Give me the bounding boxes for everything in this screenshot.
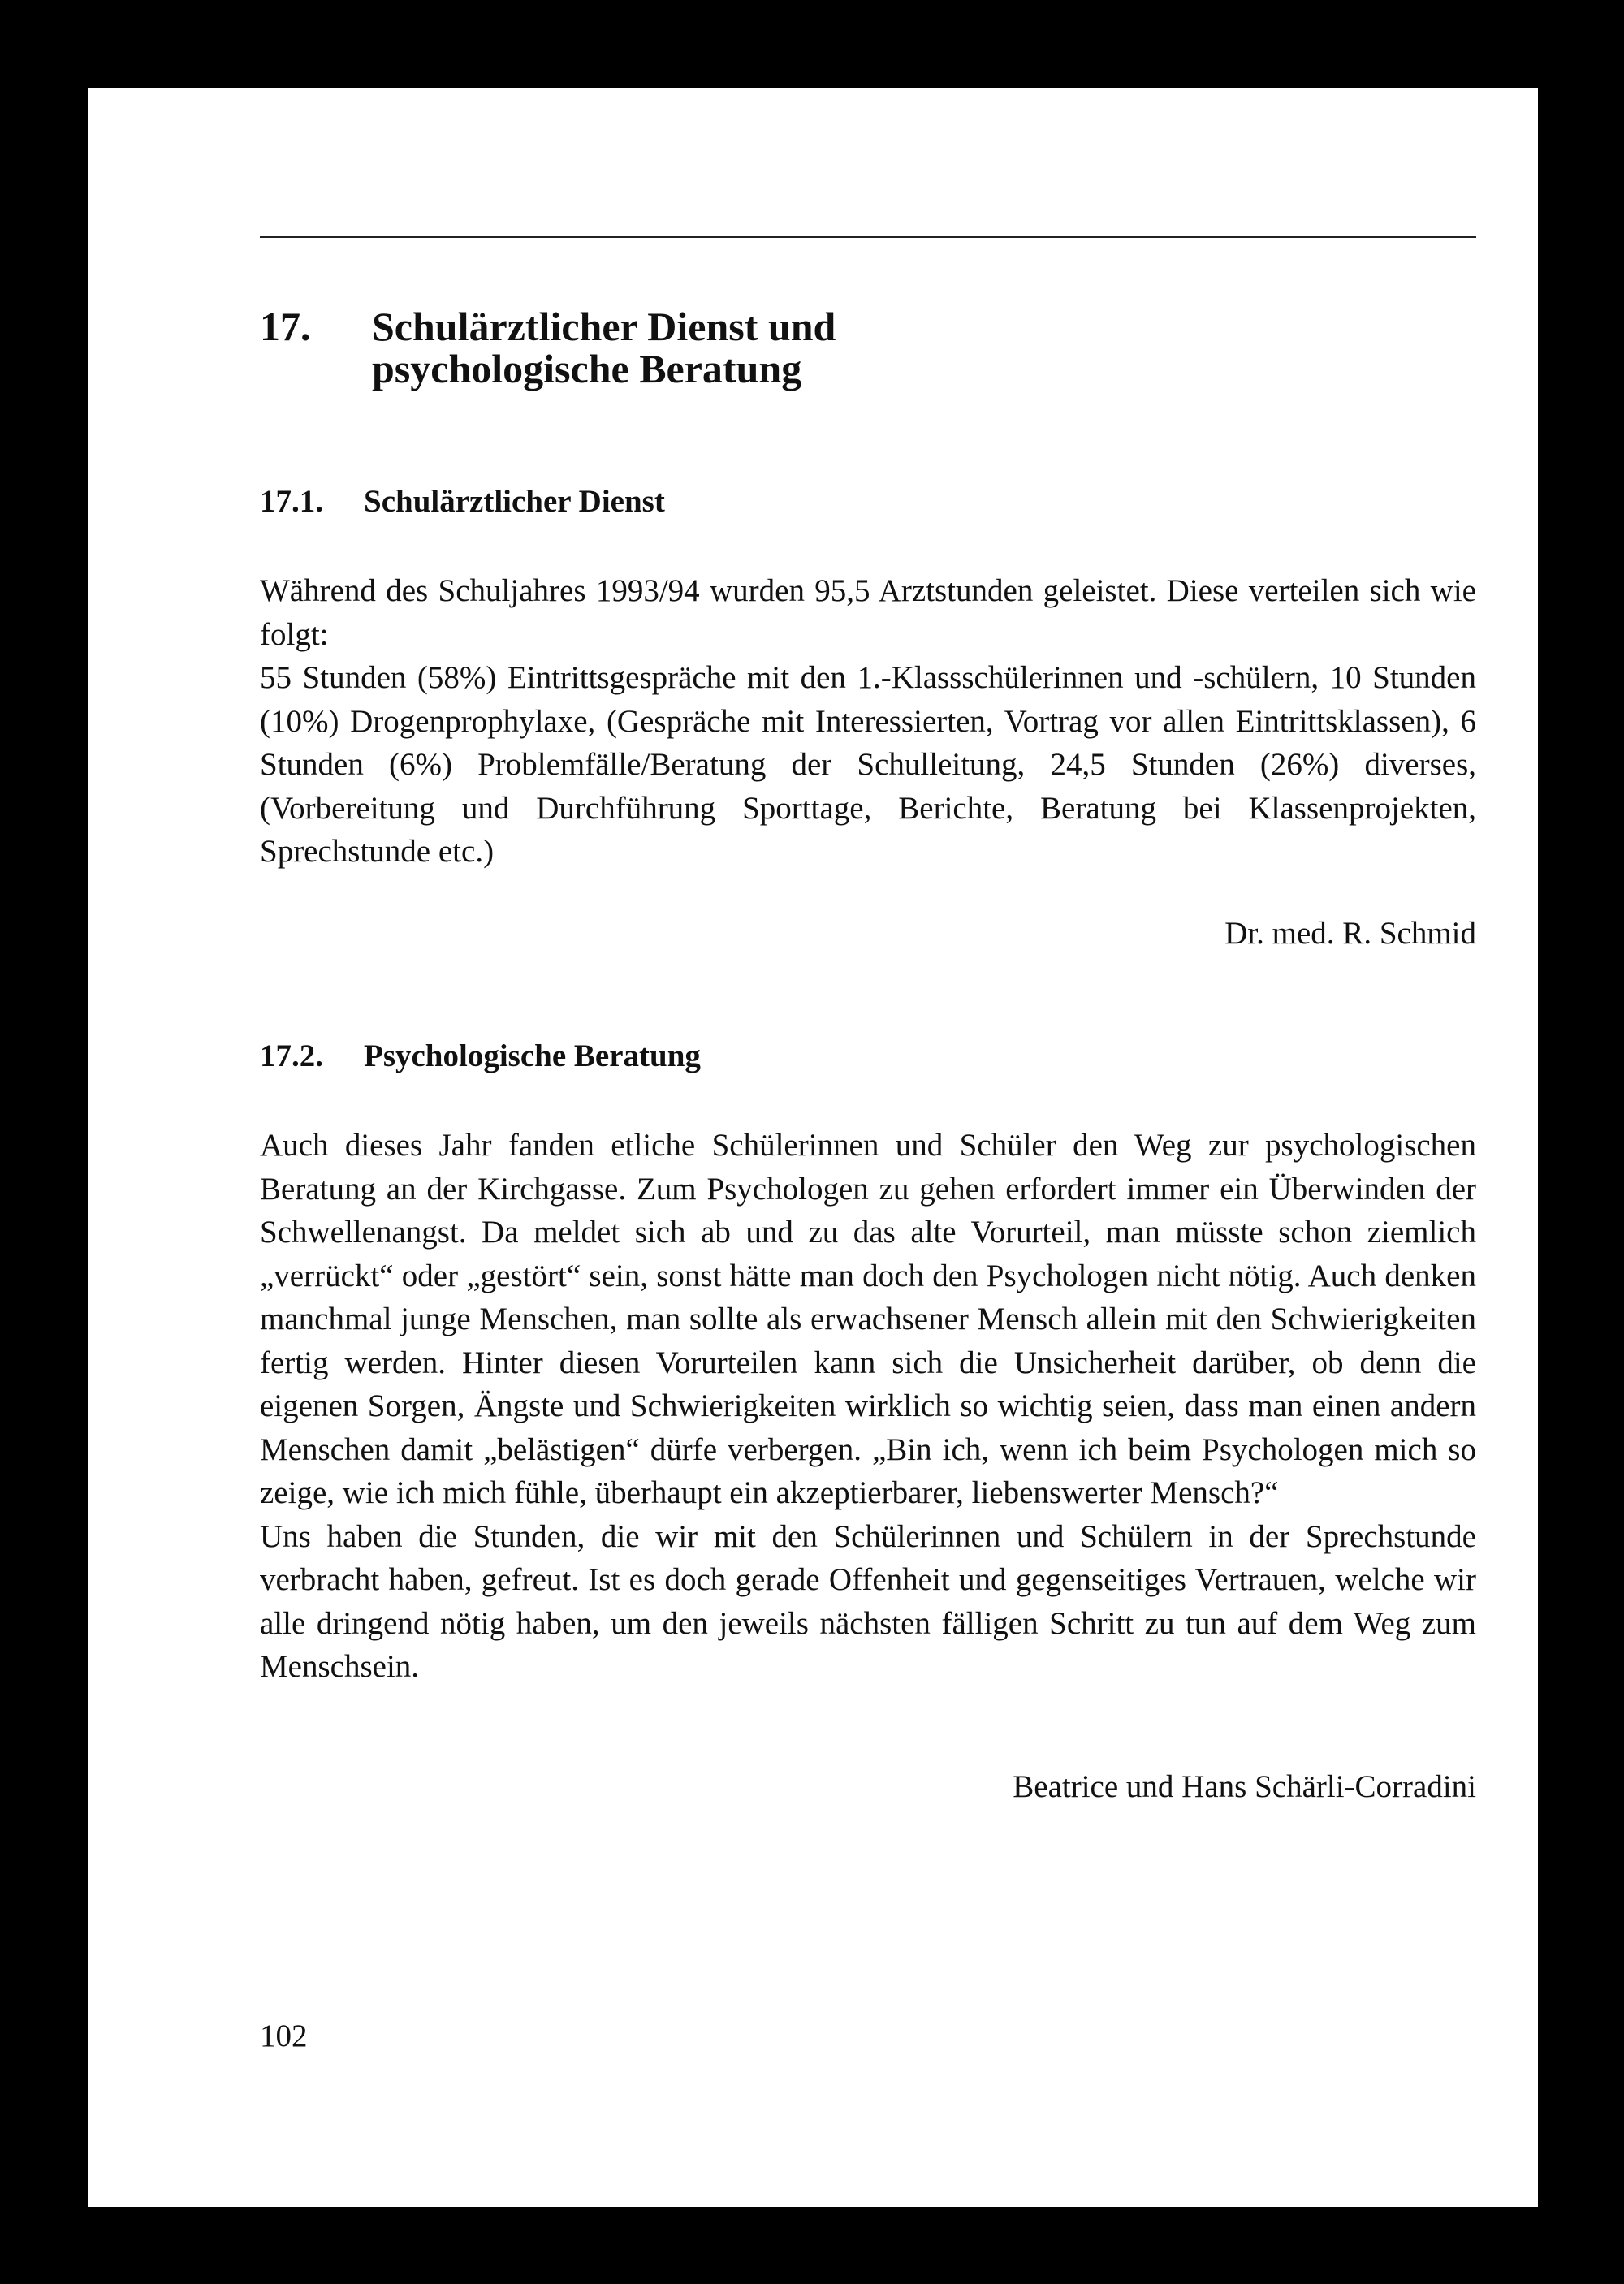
chapter-number: 17. [260, 304, 311, 349]
paragraph: Während des Schuljahres 1993/94 wurden 95,5 Arztstunden geleistet. Diese verteilen sich wie folgt: [260, 573, 1476, 652]
section-17-2-body [260, 1124, 1476, 1689]
paragraph: Uns haben die Stunden, die wir mit den Schülerinnen und Schülern in der Sprechstunde verbracht haben, gefreut. Ist es doch gerade Offenheit und gegenseitiges Vertrauen, welche wir alle dringend nötig haben, um den jeweils nächsten fälligen Schritt zu tun auf dem Weg zum Menschsein. [260, 1518, 1476, 1684]
signature-schaerli-corradini: Beatrice und Hans Schärli-Corradini [1013, 1769, 1476, 1804]
section-heading-17-2 [260, 1038, 701, 1074]
chapter-title-line1: Schulärztlicher Dienst und [372, 304, 836, 349]
top-rule [260, 236, 1476, 238]
page-number: 102 [260, 2018, 308, 2053]
section-heading-17-1 [260, 484, 665, 520]
section-number: 17.1. [260, 484, 323, 519]
section-title: Psychologische Beratung [364, 1038, 701, 1073]
section-title: Schulärztlicher Dienst [364, 484, 665, 519]
section-17-1-body [260, 569, 1476, 874]
section-number: 17.2. [260, 1038, 323, 1073]
chapter-title-line2: psychologische Beratung [372, 346, 802, 391]
paragraph: 55 Stunden (58%) Eintrittsgespräche mit den 1.-Klassschülerinnen und -schülern, 10 Stunden (10%) Drogenprophylaxe, (Gespräche mit Interessierten, Vortrag vor allen Eintrittsklassen), 6 Stunden (6%) Problemfälle/Beratung der Schulleitung, 24,5 Stunden (26%) diverses, (Vorbereitung und Durchführung Sporttage, Berichte, Beratung bei Klassenprojekten, Sprechstunde etc.) [260, 660, 1476, 869]
paragraph: Auch dieses Jahr fanden etliche Schülerinnen und Schüler den Weg zur psychologischen Beratung an der Kirchgasse. Zum Psychologen zu gehen erfordert immer ein Überwinden der Schwellenangst. Da meldet sich ab und zu das alte Vorurteil, man müsste schon ziemlich „verrückt“ oder „gestört“ sein, sonst hätte man doch den Psychologen nicht nötig. Auch denken manchmal junge Menschen, man sollte als erwachsener Mensch allein mit den Schwierigkeiten fertig werden. Hinter diesen Vorurteilen kann sich die Unsicherheit darüber, ob denn die eigenen Sorgen, Ängste und Schwierigkeiten wirklich so wichtig seien, dass man einen andern Menschen damit „belästigen“ dürfe verbergen. „Bin ich, wenn ich beim Psychologen mich so zeige, wie ich mich fühle, überhaupt ein akzeptierbarer, liebenswerter Mensch?“ [260, 1128, 1476, 1510]
signature-schmid: Dr. med. R. Schmid [1224, 916, 1476, 951]
chapter-title [372, 305, 1103, 390]
document-page [88, 88, 1538, 2207]
